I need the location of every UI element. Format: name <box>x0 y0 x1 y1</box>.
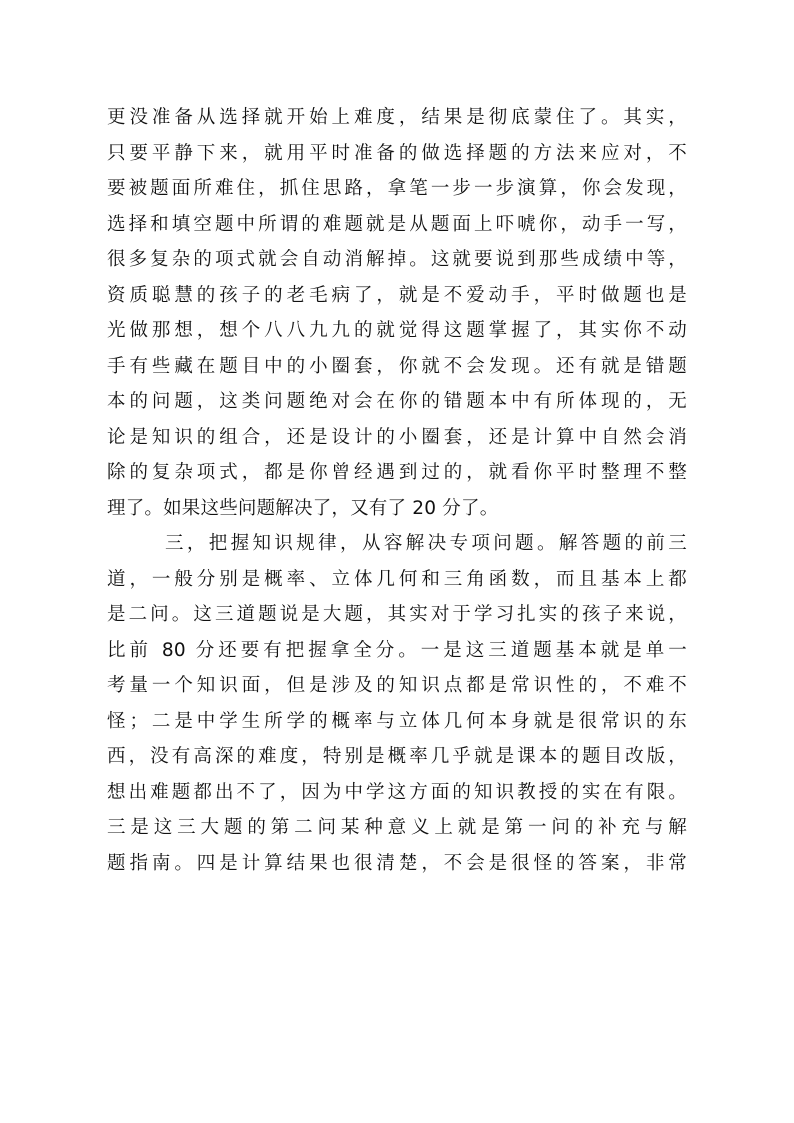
paragraph-end-line: 理了。如果这些问题解决了，又有了 20 分了。 <box>107 497 499 519</box>
text-line: 本的问题，这类问题绝对会在你的错题本中有所体现的，无 <box>107 391 687 412</box>
text-line: 只要平静下来，就用平时准备的做选择题的方法来应对，不 <box>107 142 687 164</box>
text-line: 西，没有高深的难度，特别是概率几乎就是课本的题目改版， <box>107 746 687 767</box>
text-line: 考量一个知识面，但是涉及的知识点都是常识性的，不难不 <box>107 675 687 696</box>
text-line: 很多复杂的项式就会自动消解掉。这就要说到那些成绩中等， <box>107 249 687 270</box>
text-line: 选择和填空题中所谓的难题就是从题面上吓唬你，动手一写， <box>107 213 687 235</box>
text-line: 道，一般分别是概率、立体几何和三角函数，而且基本上都 <box>107 568 687 590</box>
text-line: 三是这三大题的第二问某种意义上就是第一问的补充与解 <box>107 817 687 838</box>
text-line: 论是知识的组合，还是设计的小圈套，还是计算中自然会消 <box>107 426 687 448</box>
text-line: 是二问。这三道题说是大题，其实对于学习扎实的孩子来说， <box>107 604 687 625</box>
text-line: 更没准备从选择就开始上难度，结果是彻底蒙住了。其实， <box>107 107 687 128</box>
text-line: 手有些藏在题目中的小圈套，你就不会发现。还有就是错题 <box>107 355 687 377</box>
paragraph-start-line: 三，把握知识规律，从容解决专项问题。解答题的前三 <box>165 533 687 554</box>
text-line: 光做那想，想个八八九九的就觉得这题掌握了，其实你不动 <box>107 320 687 341</box>
text-line: 资质聪慧的孩子的老毛病了，就是不爱动手，平时做题也是 <box>107 284 687 306</box>
text-line: 怪；二是中学生所学的概率与立体几何本身就是很常识的东 <box>107 710 687 732</box>
text-line: 想出难题都出不了，因为中学这方面的知识教授的实在有限。 <box>107 781 687 803</box>
text-line: 除的复杂项式，都是你曾经遇到过的，就看你平时整理不整 <box>107 462 687 483</box>
body-text <box>107 100 687 881</box>
text-line: 比前 80 分还要有把握拿全分。一是这三道题基本就是单一 <box>107 639 687 661</box>
text-line: 题指南。四是计算结果也很清楚，不会是很怪的答案，非常 <box>107 852 687 874</box>
text-line: 要被题面所难住，抓住思路，拿笔一步一步演算，你会发现， <box>107 178 687 199</box>
